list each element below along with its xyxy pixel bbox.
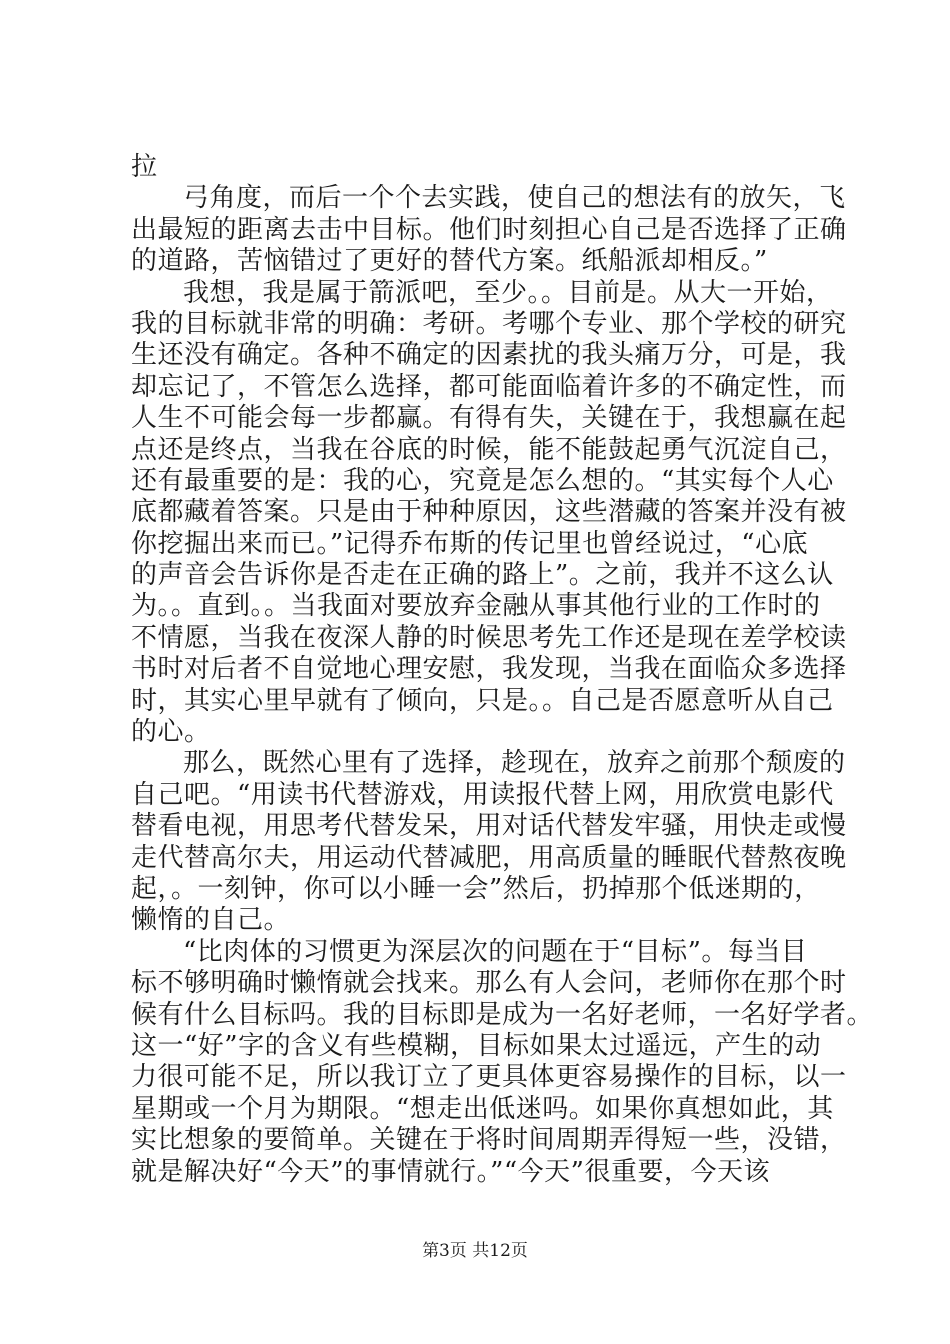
text-line: 候有什么目标吗。我的目标即是成为一名好老师，一名好学者。 [131, 999, 874, 1030]
text-line: 的道路，苦恼错过了更好的替代方案。纸船派却相反。” [131, 246, 768, 277]
text-line: 力很可能不足，所以我订立了更具体更容易操作的目标，以一 [131, 1062, 847, 1093]
text-line: 就是解决好“今天”的事情就行。”“今天”很重要，今天该 [131, 1156, 770, 1187]
text-line: 不情愿，当我在夜深人静的时候思考先工作还是现在差学校读 [131, 622, 847, 653]
text-line: 这一“好”字的含义有些模糊，目标如果太过遥远，产生的动 [131, 1030, 822, 1061]
text-line: 生还没有确定。各种不确定的因素扰的我头痛万分，可是，我 [131, 340, 847, 371]
text-line: 星期或一个月为期限。“想走出低迷吗。如果你真想如此，其 [131, 1093, 834, 1124]
page-footer: 第3页 共12页 [422, 1241, 528, 1261]
text-line: 为。。直到。。当我面对要放弃金融从事其他行业的工作时的 [131, 591, 821, 622]
body-text [131, 152, 874, 1188]
text-line: 底都藏着答案。只是由于种种原因，这些潜藏的答案并没有被 [131, 497, 847, 528]
text-line: 人生不可能会每一步都赢。有得有失，关键在于，我想赢在起 [131, 403, 847, 434]
text-line: 的心。 [131, 717, 211, 748]
text-line: 点还是终点，当我在谷底的时候，能不能鼓起勇气沉淀自己， [131, 434, 847, 465]
text-line: 书时对后者不自觉地心理安慰，我发现，当我在面临众多选择 [131, 654, 847, 685]
text-line: 懒惰的自己。 [131, 905, 291, 936]
text-line: 还有最重要的是：我的心，究竟是怎么想的。“其实每个人心 [131, 465, 834, 496]
text-line: “比肉体的习惯更为深层次的问题在于“目标”。每当目 [183, 936, 808, 967]
text-line: 弓角度，而后一个个去实践，使自己的想法有的放矢，飞 [183, 183, 846, 214]
text-line: 替看电视，用思考代替发呆，用对话代替发牢骚，用快走或慢 [131, 811, 847, 842]
text-line: 实比想象的要简单。关键在于将时间周期弄得短一些，没错， [131, 1125, 847, 1156]
text-line: 起，。一刻钟，你可以小睡一会”然后，扔掉那个低迷期的， [131, 873, 821, 904]
text-line: 的声音会告诉你是否走在正确的路上”。之前，我并不这么认 [131, 560, 834, 591]
text-line: 标不够明确时懒惰就会找来。那么有人会问，老师你在那个时 [131, 968, 847, 999]
text-line: 出最短的距离去击中目标。他们时刻担心自己是否选择了正确 [131, 214, 847, 245]
text-line: 我想，我是属于箭派吧，至少。。目前是。从大一开始， [183, 277, 833, 308]
text-line: 你挖掘出来而已。”记得乔布斯的传记里也曾经说过，“心底 [131, 528, 809, 559]
text-line: 时，其实心里早就有了倾向，只是。。自己是否愿意听从自己 [131, 685, 834, 716]
text-line: 那么，既然心里有了选择，趁现在，放弃之前那个颓废的 [183, 748, 846, 779]
text-line: 自己吧。“用读书代替游戏，用读报代替上网，用欣赏电影代 [131, 779, 834, 810]
text-line: 走代替高尔夫，用运动代替减肥，用高质量的睡眠代替熬夜晚 [131, 842, 847, 873]
text-line: 拉 [131, 152, 158, 182]
text-line: 却忘记了，不管怎么选择，都可能面临着许多的不确定性，而 [131, 371, 847, 402]
text-line: 我的目标就非常的明确：考研。考哪个专业、那个学校的研究 [131, 308, 847, 339]
